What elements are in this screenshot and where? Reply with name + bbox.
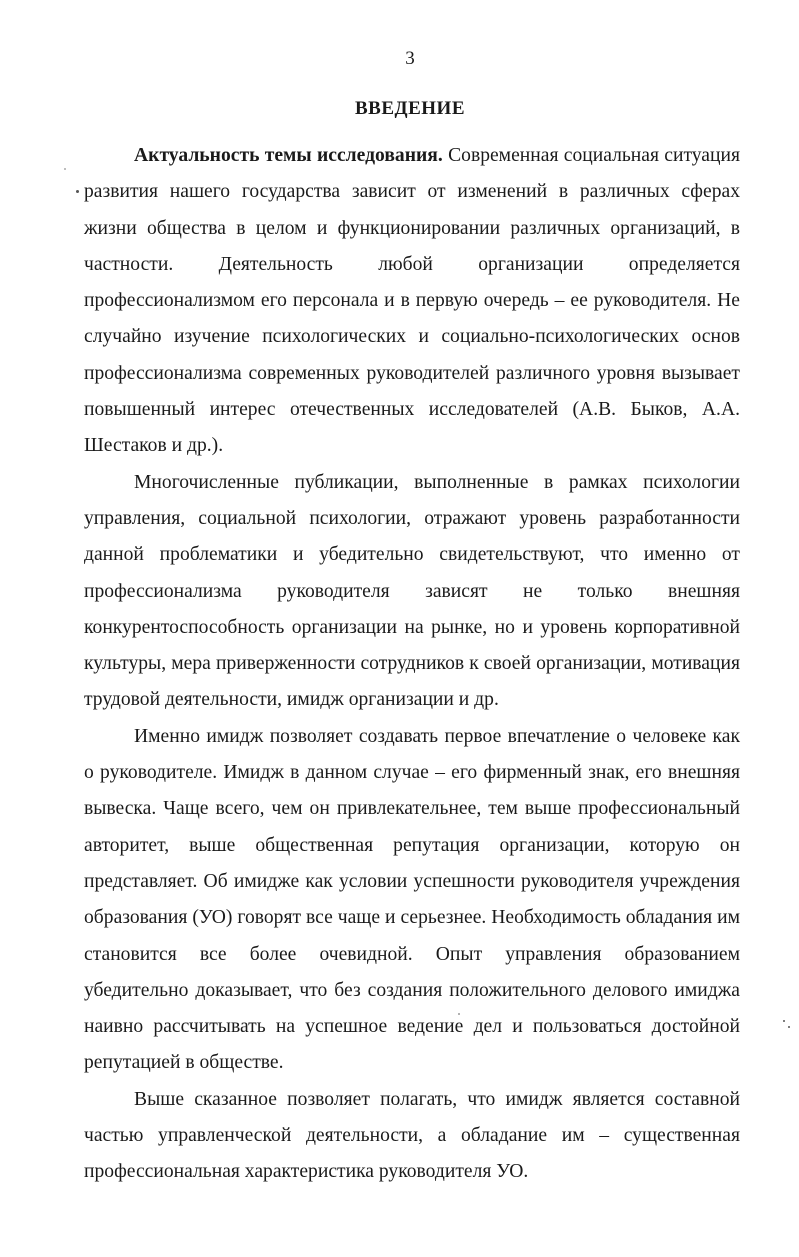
page-number: 3 xyxy=(405,48,415,69)
paragraph-text: Современная социальная ситуация развития нашего государства зависит от изменений в различных сферах жизни общества в целом и функционировании различных организаций, в частности. Деятельность любой организации определяется профессионализмом его персонала и в первую очередь – ее руководителя. Не случайно изучение психологических и социально-психологических основ профессионализма современных руководителей различного уровня вызывает повышенный интерес отечественных исследователей (А.В. Быков, А.А. Шестаков и др.). xyxy=(84,145,740,457)
scan-speck xyxy=(788,1026,790,1028)
paragraph-2: Многочисленные публикации, выполненные в рамках психологии управления, социальной психологии, отражают уровень разработанности данной проблематики и убедительно свидетельствуют, что именно от профессионализма руководителя зависят не только внешняя конкурентоспособность организации на рынке, но и уровень корпоративной культуры, мера приверженности сотрудников к своей организации, мотивация трудовой деятельности, имидж организации и др. xyxy=(84,471,740,711)
body-text xyxy=(84,138,740,1191)
paragraph-4: Выше сказанное позволяет полагать, что имидж является составной частью управленческой деятельности, а обладание им – существенная профессиональная характеристика руководителя УО. xyxy=(84,1088,740,1183)
scan-speck xyxy=(76,190,79,193)
paragraph-lead: Актуальность темы исследования. xyxy=(134,145,443,166)
scan-speck xyxy=(783,1020,785,1022)
scan-speck xyxy=(458,1013,460,1015)
paragraph-1 xyxy=(84,138,740,465)
section-heading: ВВЕДЕНИЕ xyxy=(355,98,465,119)
scan-speck xyxy=(64,168,66,170)
paragraph-3: Именно имидж позволяет создавать первое впечатление о человеке как о руководителе. Имидж в данном случае – его фирменный знак, его внешняя вывеска. Чаще всего, чем он привлекательнее, тем выше профессиональный авторитет, выше общественная репутация организации, которую он представляет. Об имидже как условии успешности руководителя учреждения образования (УО) говорят все чаще и серьезнее. Необходимость обладания им становится все более очевидной. Опыт управления образованием убедительно доказывает, что без создания положительного делового имиджа наивно рассчитывать на успешное ведение дел и пользоваться достойной репутацией в обществе. xyxy=(84,725,740,1074)
